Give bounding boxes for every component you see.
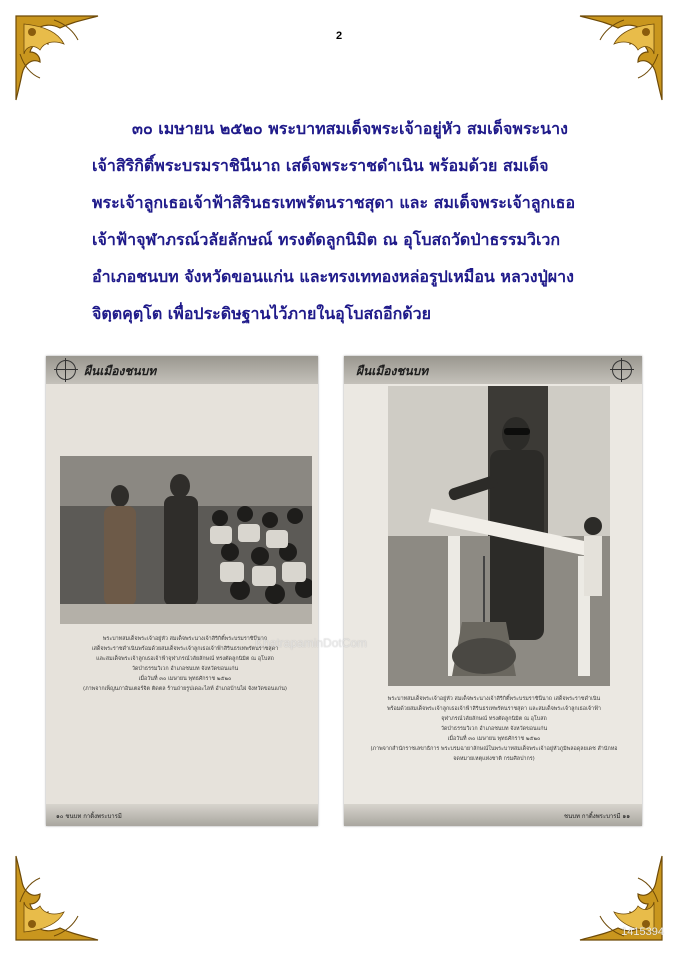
body-line: เจ้าสิริกิติ์พระบรมราชินีนาถ เสด็จพระราชดำเนิน พร้อมด้วย สมเด็จ [92,156,549,175]
caption-line: เมื่อวันที่ ๓๐ เมษายน พุทธศักราช ๒๕๒๐ [138,676,232,682]
scan-header [344,356,642,384]
scanned-page-left [46,356,318,826]
thai-ornament-icon [14,854,102,942]
ornament-corner-top-right [576,14,664,102]
page-number: 2 [335,30,343,42]
caption-line: (ภาพจากเพ็ญนภาอินเตอร์จิต ติดตล ร้านถ่ายรูปเดอะไลท์ อำเภอบ้านไผ่ จังหวัดขอนแก่น) [83,686,287,692]
photo-king-pouring-gold [388,386,610,686]
caption-line: พร้อมด้วยสมเด็จพระเจ้าลูกเธอเจ้าฟ้าสิรินธรเทพรัตนราชสุดา และสมเด็จพระเจ้าลูกเธอเจ้าฟ้า [387,706,601,712]
scan-header-title: ผืนเมืองชนบท [84,364,157,378]
caption-line: (ภาพจากสำนักราชเลขาธิการ พระบรมฉายาลักษณ์ในพระบาทสมเด็จพระเจ้าอยู่หัวภูมิพลอดุลยเดช สำนักหอจดหมายเหตุแห่งชาติ กรมศิลปากร) [370,746,618,762]
thai-ornament-icon [576,14,664,102]
scan-footer-text: ชนบท กาดิ้งพระบารมี ๑๑ [564,813,630,820]
ornament-corner-top-left [14,14,102,102]
caption-line: พระบาทสมเด็จพระเจ้าอยู่หัว สมเด็จพระนางเจ้าสิริกิติ์พระบรมราชินีนาถ [102,636,268,642]
body-line: จิตฺตคุตฺโต เพื่อประดิษฐานไว้ภายในอุโบสถอีกด้วย [92,304,432,323]
caption-line: เมื่อวันที่ ๓๐ เมษายน พุทธศักราช ๒๕๒๐ [447,736,541,742]
photo-caption [362,694,626,764]
body-paragraph [92,110,612,332]
body-line: พระเจ้าลูกเธอเจ้าฟ้าสิรินธรเทพรัตนราชสุดา และ สมเด็จพระเจ้าลูกเธอ [92,193,576,212]
scan-footer [344,804,642,826]
crosshair-icon [612,360,632,380]
caption-line: และสมเด็จพระเจ้าลูกเธอเจ้าฟ้าจุฬาภรณ์วลัยลักษณ์ ทรงตัดลูกนิมิต ณ อุโบสถ [96,656,274,662]
caption-line: จุฬาภรณ์วลัยลักษณ์ ทรงตัดลูกนิมิต ณ อุโบสถ [441,716,547,722]
scan-header [46,356,318,384]
body-line: ๓๐ เมษายน ๒๕๒๐ พระบาทสมเด็จพระเจ้าอยู่หัว สมเด็จพระนาง [132,119,568,138]
body-line: อำเภอชนบท จังหวัดขอนแก่น และทรงเททองหล่อรูปเหมือน หลวงปู่ผาง [92,267,574,286]
thai-ornament-icon [14,14,102,102]
body-line: เจ้าฟ้าจุฬาภรณ์วลัยลักษณ์ ทรงตัดลูกนิมิต ณ อุโบสถวัดป่าธรรมวิเวก [92,230,561,249]
caption-line: พระบาทสมเด็จพระเจ้าอยู่หัว สมเด็จพระนางเจ้าสิริกิติ์พระบรมราชินีนาถ เสด็จพระราชดำเนิน [387,696,601,702]
caption-line: เสด็จพระราชดำเนินพร้อมด้วยสมเด็จพระเจ้าลูกเธอเจ้าฟ้าสิรินธรเทพรัตนราชสุดา [91,646,279,652]
photo-ceremony-crowd [60,456,312,624]
caption-line: วัดป่าธรรมวิเวก อำเภอชนบท จังหวัดขอนแก่น [440,726,548,732]
scanned-page-right [344,356,642,826]
scan-footer-text: ๑๐ ชนบท กาดิ้งพระบารมี [56,813,122,820]
scan-footer [46,804,318,826]
ornament-corner-bottom-left [14,854,102,942]
caption-line: วัดป่าธรรมวิเวก อำเภอชนบท จังหวัดขอนแก่น [131,666,239,672]
image-id-stamp: 1415394 [621,926,664,938]
crosshair-icon [56,360,76,380]
scan-header-title: ผืนเมืองชนบท [356,364,429,378]
watermark-text: KhatrapaminDotCom [255,636,368,650]
